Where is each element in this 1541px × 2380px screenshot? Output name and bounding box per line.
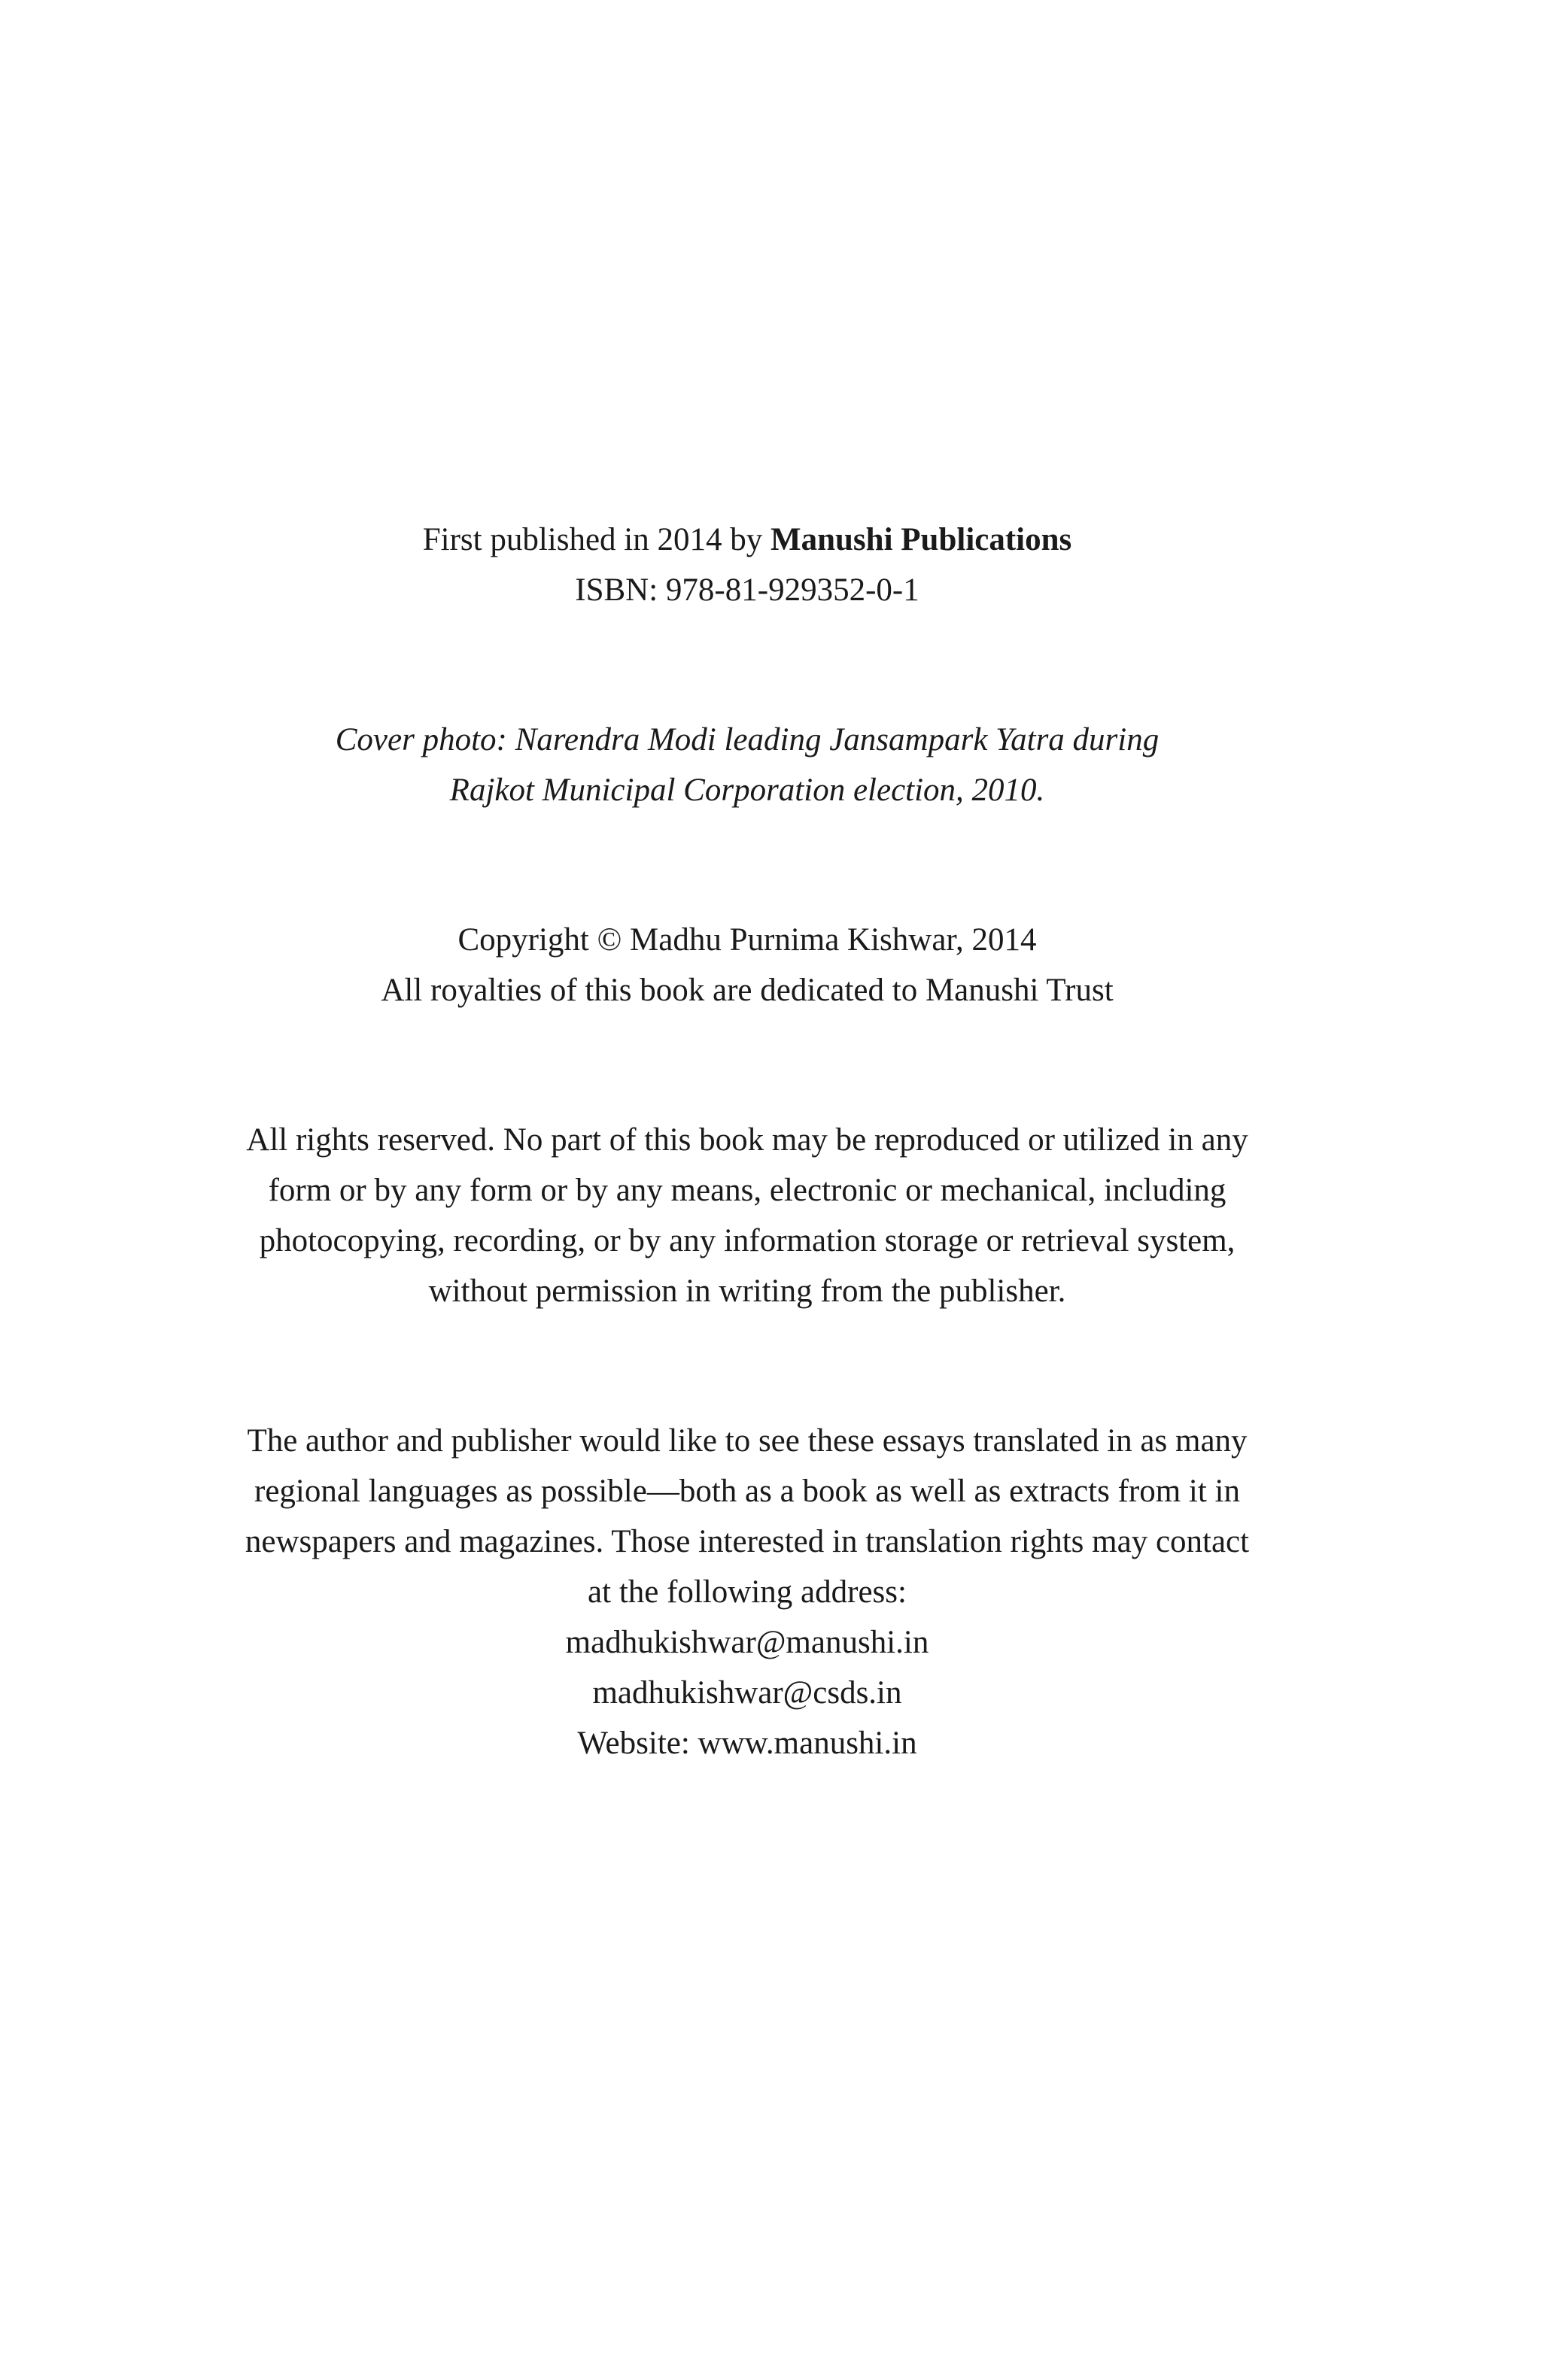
rights-reserved-notice bbox=[0, 1115, 1494, 1316]
publisher-name: Manushi Publications bbox=[770, 522, 1072, 557]
cover-photo-line-1: Cover photo: Narendra Modi leading Jansampark Yatra during bbox=[335, 722, 1160, 757]
copyright-line: Copyright © Madhu Purnima Kishwar, 2014 bbox=[457, 922, 1037, 958]
contact-email-manushi: madhukishwar@manushi.in bbox=[565, 1625, 929, 1660]
cover-photo-credit bbox=[0, 715, 1494, 815]
copyright-notice bbox=[0, 915, 1494, 1015]
rights-line-2: form or by any form or by any means, electronic or mechanical, including bbox=[268, 1173, 1226, 1208]
first-published-line bbox=[0, 515, 1494, 565]
contact-email-csds: madhukishwar@csds.in bbox=[592, 1675, 902, 1711]
translation-line-1: The author and publisher would like to see these essays translated in as many bbox=[247, 1423, 1248, 1459]
translation-line-2: regional languages as possible—both as a book as well as extracts from it in bbox=[254, 1474, 1240, 1509]
publication-info bbox=[0, 515, 1494, 615]
royalties-line: All royalties of this book are dedicated to Manushi Trust bbox=[381, 973, 1114, 1008]
isbn: ISBN: 978-81-929352-0-1 bbox=[575, 572, 919, 608]
translation-line-3: newspapers and magazines. Those interested in translation rights may contact bbox=[245, 1524, 1250, 1559]
translation-notice bbox=[0, 1416, 1494, 1768]
rights-line-3: photocopying, recording, or by any information storage or retrieval system, bbox=[259, 1223, 1236, 1258]
first-published-text: First published in 2014 by bbox=[422, 522, 771, 557]
translation-line-4: at the following address: bbox=[588, 1574, 907, 1610]
rights-line-1: All rights reserved. No part of this book may be reproduced or utilized in any bbox=[246, 1122, 1248, 1158]
cover-photo-line-2: Rajkot Municipal Corporation election, 2010. bbox=[449, 773, 1045, 808]
website-line: Website: www.manushi.in bbox=[577, 1726, 917, 1761]
rights-line-4: without permission in writing from the publisher. bbox=[428, 1273, 1066, 1309]
